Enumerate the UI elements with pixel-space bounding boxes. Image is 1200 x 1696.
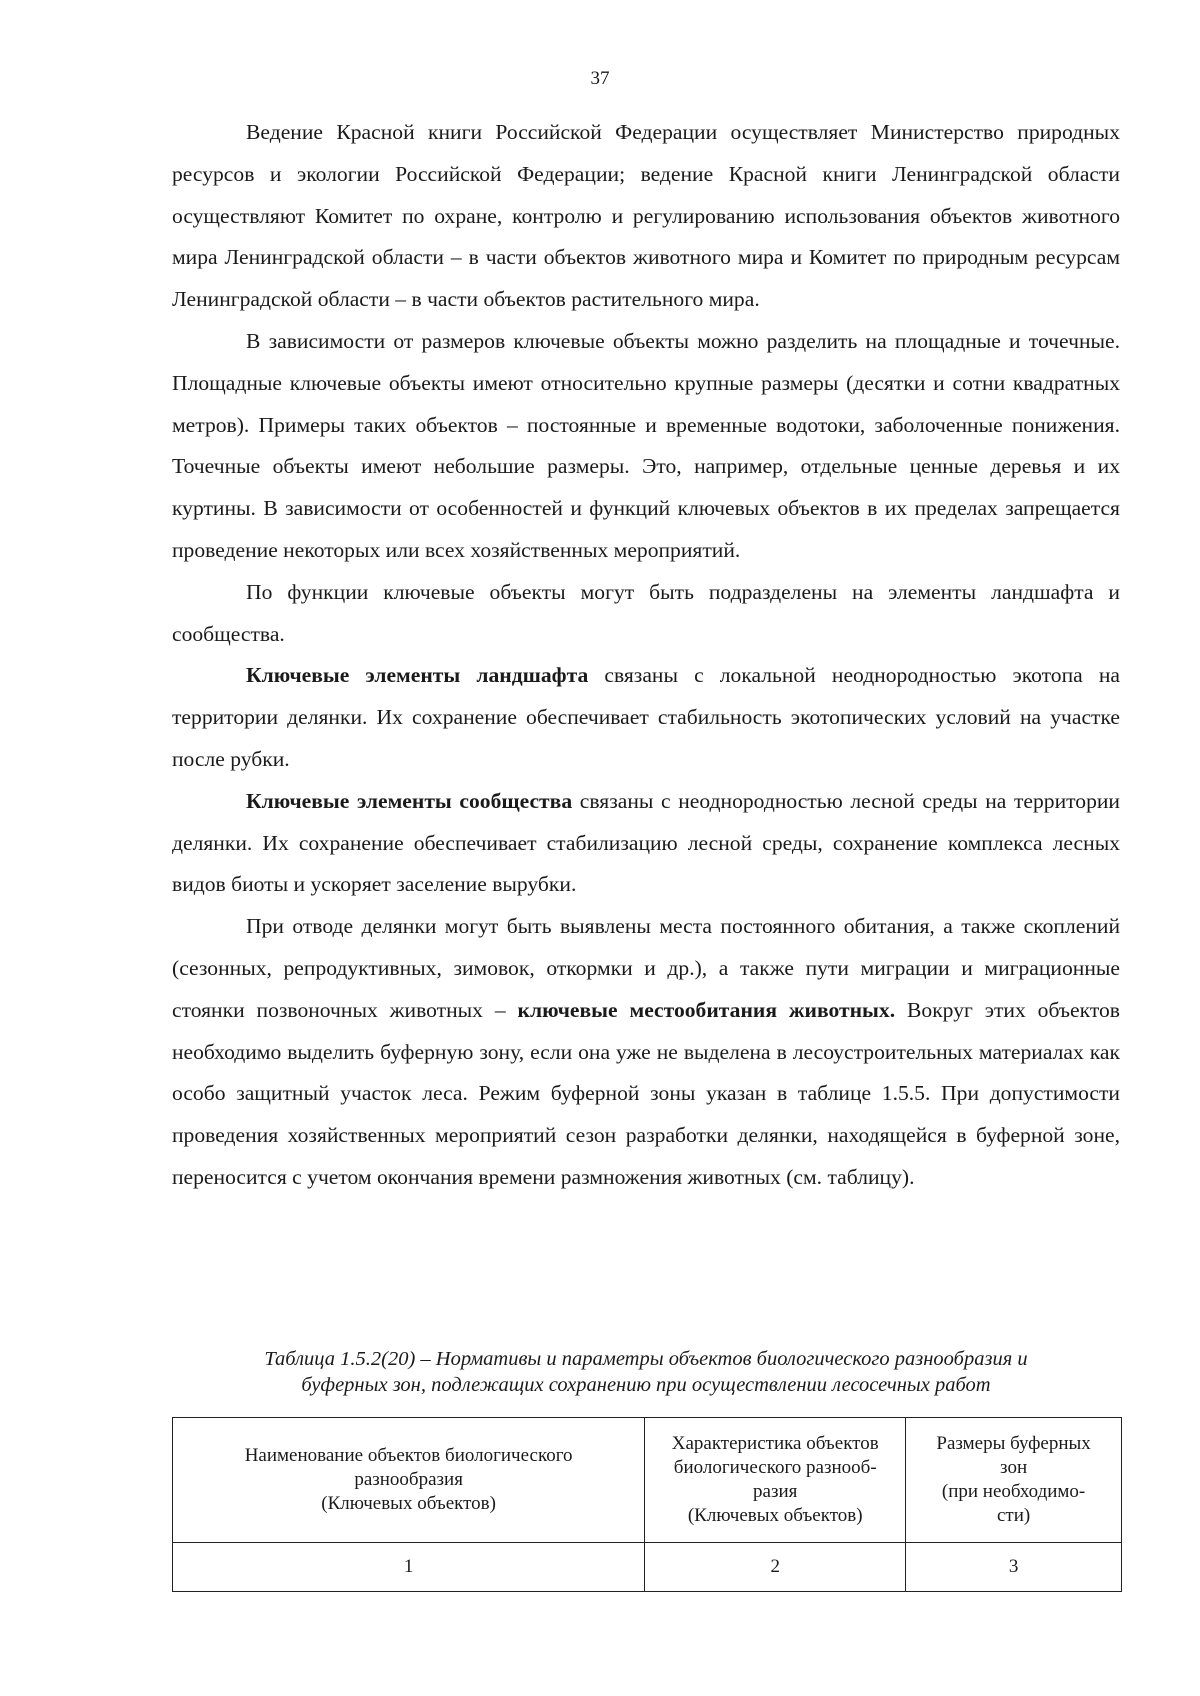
bold-term: ключевые местообитания животных. bbox=[517, 997, 896, 1022]
header-line: зон bbox=[1000, 1457, 1028, 1478]
paragraph-text: Ведение Красной книги Российской Федерации осуществляет Министерство природных ресурсов и экологии Российской Федерации; ведение Красной книги Ленинградской области осуществляют Комитет по охране, контролю и регулированию использования объектов животного мира Ленинградской области – в части объектов животного мира и Комитет по природным ресурсам Ленинградской области – в части объектов растительного мира. bbox=[172, 120, 1120, 312]
column-number-cell: 3 bbox=[906, 1543, 1122, 1592]
paragraph-text: В зависимости от размеров ключевые объекты можно разделить на площадные и точечные. Площадные ключевые объекты имеют относительно крупные размеры (десятки и сотни квадратных метров). Примеры таких объектов – постоянные и временные водотоки, заболоченные понижения. Точечные объекты имеют небольшие размеры. Это, например, отдельные ценные деревья и их куртины. В зависимости от особенностей и функций ключевых объектов в их пределах запрещается проведение некоторых или всех хозяйственных мероприятий. bbox=[172, 328, 1120, 562]
header-line: разнообразия bbox=[354, 1469, 463, 1490]
header-line: (Ключевых объектов) bbox=[321, 1493, 496, 1514]
table-header-cell bbox=[906, 1418, 1122, 1543]
column-number-cell: 1 bbox=[173, 1543, 645, 1592]
table-header-cell bbox=[173, 1418, 645, 1543]
bold-term: Ключевые элементы сообщества bbox=[246, 788, 573, 813]
header-line: Наименование объектов биологического bbox=[244, 1445, 573, 1466]
paragraph-text: При отводе делянки могут быть выявлены места постоянного обитания, а также скоплений (сезонных, репродуктивных, зимовок, откормки и др.), а также пути миграции и миграционные стоянки позвоночных животных – bbox=[172, 914, 1120, 1022]
document-body bbox=[172, 112, 1120, 1199]
paragraph bbox=[172, 572, 1120, 656]
paragraph-text: связаны с локальной неоднородностью экотопа на территории делянки. Их сохранение обеспечивает стабильность экотопических условий на участке после рубки. bbox=[172, 663, 1120, 771]
bold-term: Ключевые элементы ландшафта bbox=[246, 663, 589, 688]
header-line: биологического разнооб- bbox=[673, 1457, 877, 1478]
paragraph bbox=[172, 112, 1120, 321]
paragraph-text: Вокруг этих объектов необходимо выделить буферную зону, если она уже не выделена в лесоустроительных материалах как особо защитный участок леса. Режим буферной зоны указан в таблице 1.5.5. При допустимости проведения хозяйственных мероприятий сезон разработки делянки, находящейся в буферной зоне, переносится с учетом окончания времени размножения животных (см. таблицу). bbox=[172, 997, 1120, 1189]
header-line: разия bbox=[753, 1481, 798, 1502]
header-line: (Ключевых объектов) bbox=[687, 1505, 863, 1526]
paragraph bbox=[172, 655, 1120, 780]
table-row bbox=[173, 1543, 1122, 1592]
table-caption bbox=[160, 1346, 1132, 1398]
header-line: Размеры буферных bbox=[936, 1433, 1091, 1454]
header-line: сти) bbox=[996, 1505, 1031, 1526]
paragraph bbox=[172, 781, 1120, 906]
page-number: 37 bbox=[590, 68, 610, 89]
paragraph-text: По функции ключевые объекты могут быть подразделены на элементы ландшафта и сообщества. bbox=[172, 579, 1120, 646]
biodiversity-table bbox=[172, 1417, 1122, 1592]
paragraph bbox=[172, 321, 1120, 572]
table-header-row bbox=[173, 1418, 1122, 1543]
header-line: (при необходимо- bbox=[941, 1481, 1086, 1502]
table-caption-line: Таблица 1.5.2(20) – Нормативы и параметры объектов биологического разнообразия и bbox=[264, 1348, 1028, 1370]
table-caption-line: буферных зон, подлежащих сохранению при осуществлении лесосечных работ bbox=[301, 1374, 991, 1396]
paragraph bbox=[172, 906, 1120, 1199]
column-number-cell: 2 bbox=[645, 1543, 906, 1592]
table-header-cell bbox=[645, 1418, 906, 1543]
header-line: Характеристика объектов bbox=[671, 1433, 879, 1454]
paragraph-text: связаны с неоднородностью лесной среды на территории делянки. Их сохранение обеспечивает стабилизацию лесной среды, сохранение комплекса лесных видов биоты и ускоряет заселение вырубки. bbox=[172, 788, 1120, 897]
